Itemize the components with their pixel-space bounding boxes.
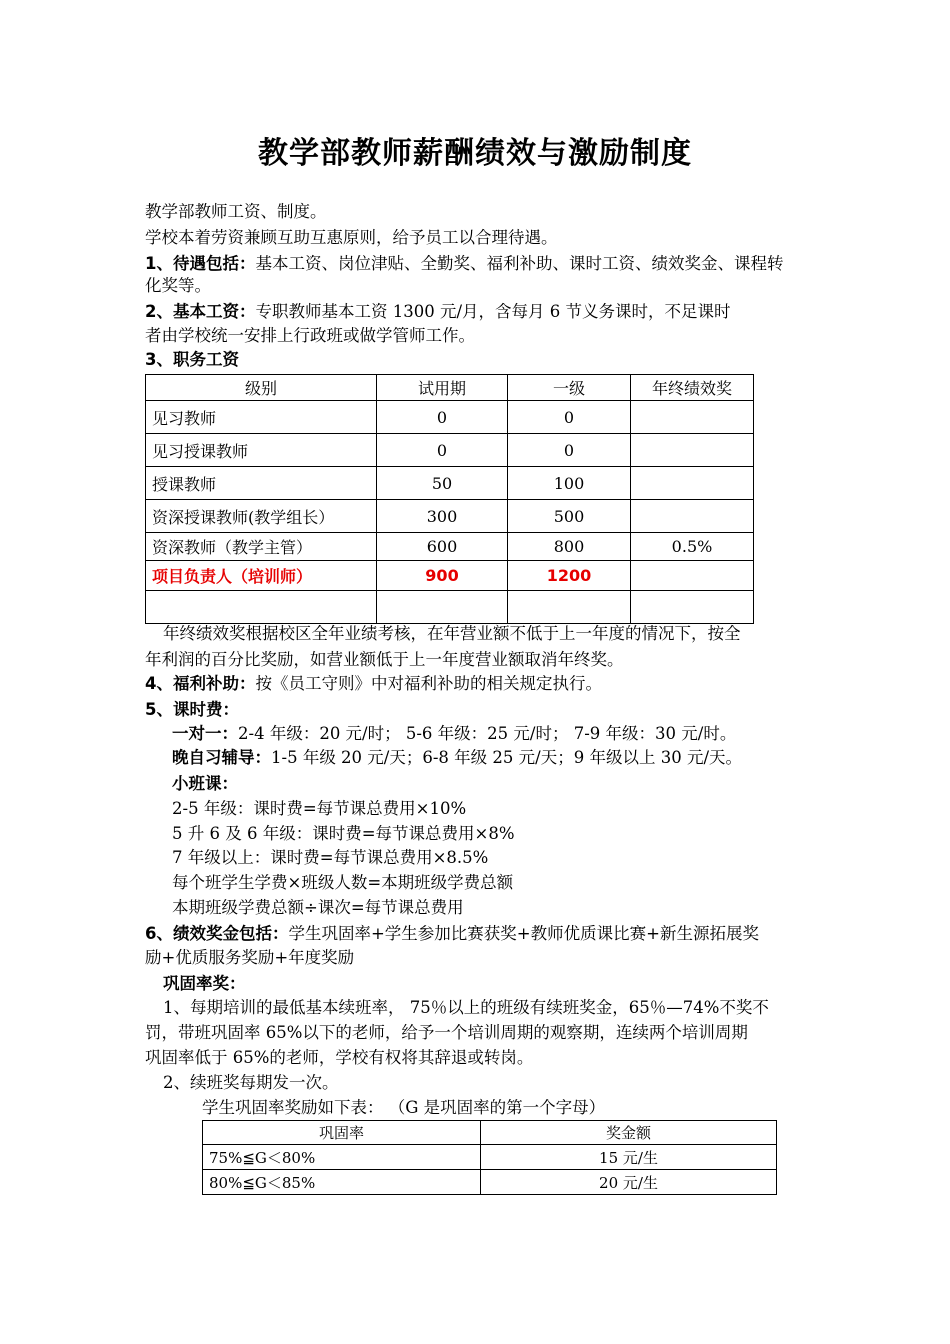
evening-tutoring: [172, 746, 742, 770]
small-class-line: 2-5 年级：课时费=每节课总费用×10%: [172, 799, 467, 818]
one-on-one-label: 一对一：: [172, 724, 238, 743]
intro-line-2: 学校本着劳资兼顾互助互惠原则，给予员工以合理待遇。: [145, 228, 558, 247]
section-5-head: 5、课时费：: [145, 700, 239, 719]
salary-table: [145, 374, 754, 624]
table-cell: [631, 467, 754, 500]
table-row: [146, 533, 754, 561]
section-4-head: 4、福利补助：: [145, 674, 256, 693]
table-cell: 800: [508, 533, 631, 561]
table-cell: 300: [377, 500, 508, 533]
table-cell: 0: [377, 434, 508, 467]
section-6-cont: 励+优质服务奖励+年度奖励: [145, 948, 355, 967]
table-cell: 75%≦G＜80%: [203, 1145, 481, 1170]
retention-p1-line-3: 巩固率低于 65%的老师，学校有权将其辞退或转岗。: [145, 1048, 534, 1067]
retention-table-caption: 学生巩固率奖励如下表： （G 是巩固率的第一个字母）: [202, 1098, 606, 1117]
table-cell: 0: [508, 434, 631, 467]
table-header-row: [146, 375, 754, 401]
table-cell: [631, 561, 754, 591]
one-on-one: [172, 722, 736, 746]
small-class-line: 5 升 6 及 6 年级：课时费=每节课总费用×8%: [172, 824, 515, 843]
header-cell: 试用期: [377, 375, 508, 401]
table-cell: 1200: [508, 561, 631, 591]
table-cell: 见习教师: [146, 401, 377, 434]
table-header-row: [203, 1121, 777, 1145]
table-cell: 授课教师: [146, 467, 377, 500]
section-4-text: 按《员工守则》中对福利补助的相关规定执行。: [255, 674, 602, 693]
retention-label: 巩固率奖：: [163, 974, 246, 993]
table-cell: [377, 591, 508, 624]
small-class-label: 小班课：: [172, 774, 238, 793]
retention-p2: 2、续班奖每期发一次。: [163, 1073, 339, 1092]
table-cell: 100: [508, 467, 631, 500]
table-cell: 项目负责人（培训师）: [146, 561, 377, 591]
small-class-line: 7 年级以上：课时费=每节课总费用×8.5%: [172, 848, 489, 867]
bonus-note-line-1: 年终绩效奖根据校区全年业绩考核，在年营业额不低于上一年度的情况下，按全: [163, 624, 741, 643]
table-cell: 0: [508, 401, 631, 434]
table-row: [146, 500, 754, 533]
table-row: [146, 401, 754, 434]
section-1: [145, 252, 783, 276]
table-row: [146, 434, 754, 467]
retention-p1-line-1: 1、每期培训的最低基本续班率， 75％以上的班级有续班奖金，65％—74%不奖不: [163, 998, 769, 1017]
header-cell: 年终绩效奖: [631, 375, 754, 401]
section-4: [145, 672, 602, 696]
header-cell: 奖金额: [481, 1121, 777, 1145]
small-class-head: [172, 772, 238, 796]
table-cell: 见习授课教师: [146, 434, 377, 467]
table-row: [146, 591, 754, 624]
table-cell: [508, 591, 631, 624]
section-3-head: 3、职务工资: [145, 350, 239, 369]
table-row-highlight: [146, 561, 754, 591]
section-5: [145, 698, 239, 722]
section-2: [145, 300, 731, 324]
table-row: [203, 1170, 777, 1195]
header-cell: 一级: [508, 375, 631, 401]
table-cell: [631, 401, 754, 434]
evening-text: 1-5 年级 20 元/天；6-8 年级 25 元/天；9 年级以上 30 元/天。: [271, 748, 743, 767]
table-cell: 50: [377, 467, 508, 500]
bonus-note-line-2: 年利润的百分比奖励，如营业额低于上一年度营业额取消年终奖。: [145, 650, 624, 669]
table-cell: 0.5%: [631, 533, 754, 561]
retention-table: [202, 1120, 777, 1195]
table-cell: 资深授课教师(教学组长）: [146, 500, 377, 533]
section-6: [145, 922, 759, 946]
section-2-text: 专职教师基本工资 1300 元/月，含每月 6 节义务课时，不足课时: [255, 302, 731, 321]
section-1-text: 基本工资、岗位津贴、全勤奖、福利补助、课时工资、绩效奖金、课程转: [255, 254, 784, 273]
table-cell: 900: [377, 561, 508, 591]
retention-head: [163, 972, 246, 996]
section-2-head: 2、基本工资：: [145, 302, 256, 321]
table-cell: 600: [377, 533, 508, 561]
table-row: [203, 1145, 777, 1170]
section-1-head: 1、待遇包括：: [145, 254, 256, 273]
table-cell: 80%≦G＜85%: [203, 1170, 481, 1195]
section-2-cont: 者由学校统一安排上行政班或做学管师工作。: [145, 326, 475, 345]
one-on-one-text: 2-4 年级：20 元/时； 5-6 年级：25 元/时； 7-9 年级：30 元/时。: [238, 724, 737, 743]
table-cell: [146, 591, 377, 624]
small-class-line: 本期班级学费总额÷课次=每节课总费用: [172, 898, 464, 917]
section-3: [145, 348, 239, 372]
table-cell: 0: [377, 401, 508, 434]
table-cell: [631, 500, 754, 533]
intro-line-1: 教学部教师工资、制度。: [145, 202, 327, 221]
header-cell: 级别: [146, 375, 377, 401]
evening-label: 晚自习辅导：: [172, 748, 271, 767]
table-cell: 资深教师（教学主管）: [146, 533, 377, 561]
header-cell: 巩固率: [203, 1121, 481, 1145]
retention-p1-line-2: 罚，带班巩固率 65%以下的老师，给予一个培训周期的观察期，连续两个培训周期: [145, 1023, 748, 1042]
table-row: [146, 467, 754, 500]
table-cell: [631, 434, 754, 467]
section-6-head: 6、绩效奖金包括：: [145, 924, 289, 943]
section-1-cont: 化奖等。: [145, 276, 211, 295]
table-cell: 20 元/生: [481, 1170, 777, 1195]
table-cell: [631, 591, 754, 624]
small-class-line: 每个班学生学费×班级人数=本期班级学费总额: [172, 873, 514, 892]
section-6-text: 学生巩固率+学生参加比赛获奖+教师优质课比赛+新生源拓展奖: [288, 924, 759, 943]
page-title: 教学部教师薪酬绩效与激励制度: [258, 136, 692, 171]
table-cell: 15 元/生: [481, 1145, 777, 1170]
table-cell: 500: [508, 500, 631, 533]
